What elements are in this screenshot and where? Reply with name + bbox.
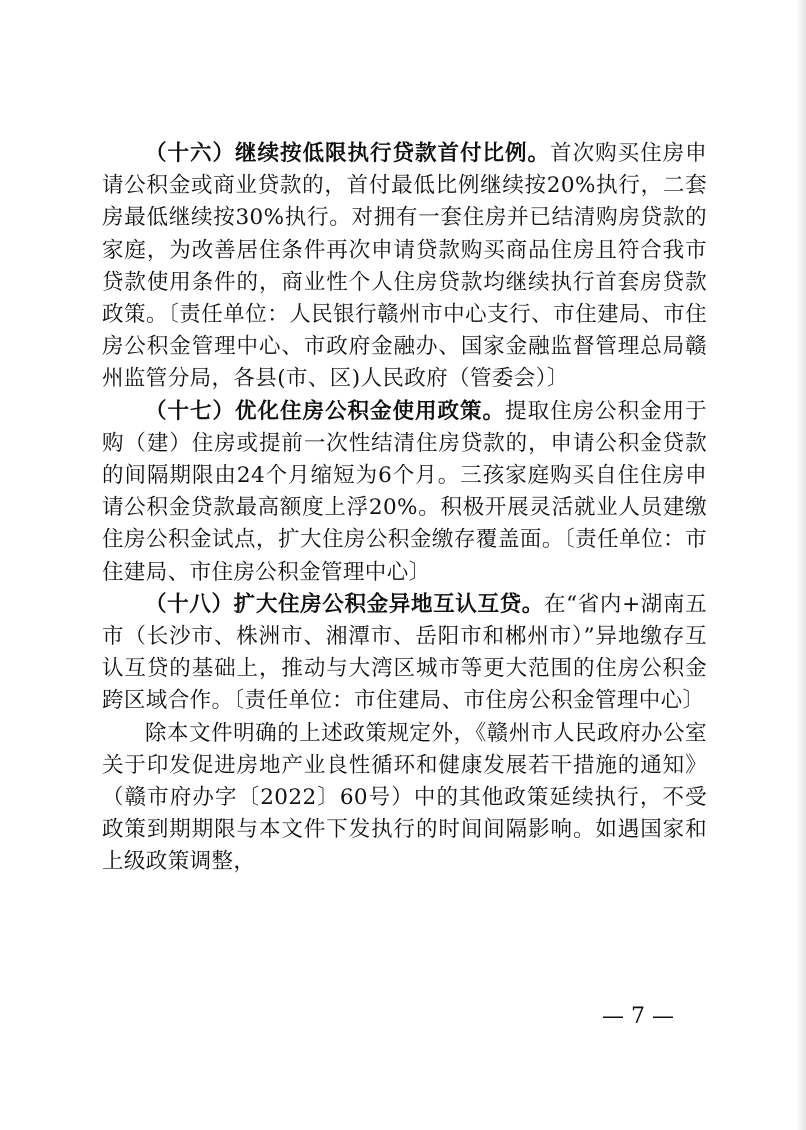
paragraph-18 [102, 589, 707, 718]
page-edge-shadow [796, 0, 806, 1130]
paragraph-heading: （十八）扩大住房公积金异地互认互贷。 [145, 591, 544, 617]
responsibility-units: 〔责任单位：市住建局、市住房公积金管理中心〕 [102, 527, 707, 585]
paragraph-heading: （十七）优化住房公积金使用政策。 [145, 398, 506, 424]
paragraph-16 [102, 138, 707, 396]
paragraph-text: 在“省内+湖南五市（长沙市、株洲市、湘潭市、岳阳市和郴州市）”异地缴存互认互贷的基础上，推动与大湾区城市等更大范围的住房公积金跨区域合作。 [102, 591, 708, 714]
paragraph-text: 除本文件明确的上述政策规定外，《赣州市人民政府办公室关于印发促进房地产业良性循环和健康发展若干措施的通知》（赣市府办字〔2022〕60号）中的其他政策延续执行，不受政策到期期限与本文件下发执行的时间间隔影响。如遇国家和上级政策调整， [102, 720, 707, 875]
document-body [102, 138, 707, 879]
responsibility-units: 〔责任单位：人民银行赣州市中心支行、市住建局、市住房公积金管理中心、市政府金融办、国家金融监督管理总局赣州监管分局，各县(市、区)人民政府（管委会）〕 [102, 302, 707, 392]
paragraph-heading: （十六）继续按低限执行贷款首付比例。 [145, 141, 551, 166]
paragraph-text: 首次购买住房申请公积金或商业贷款的，首付最低比例继续按20%执行，二套房最低继续按30%执行。对拥有一套住房并已结清购房贷款的家庭，为改善居住条件再次申请贷款购买商品住房且符合我市贷款使用条件的，商业性个人住房贷款均继续执行首套房贷款政策。 [102, 141, 707, 328]
paragraph-text: 提取住房公积金用于购（建）住房或提前一次性结清住房贷款的，申请公积金贷款的间隔期限由24个月缩短为6个月。三孩家庭购买自住住房申请公积金贷款最高额度上浮20%。积极开展灵活就业人员建缴住房公积金试点，扩大住房公积金缴存覆盖面。 [102, 398, 707, 553]
paragraph-17 [102, 396, 707, 589]
responsibility-units: 〔责任单位：市住建局、市住房公积金管理中心〕 [233, 688, 705, 714]
paragraph-closing [102, 718, 707, 879]
page-number: — 7 — [602, 1004, 674, 1029]
